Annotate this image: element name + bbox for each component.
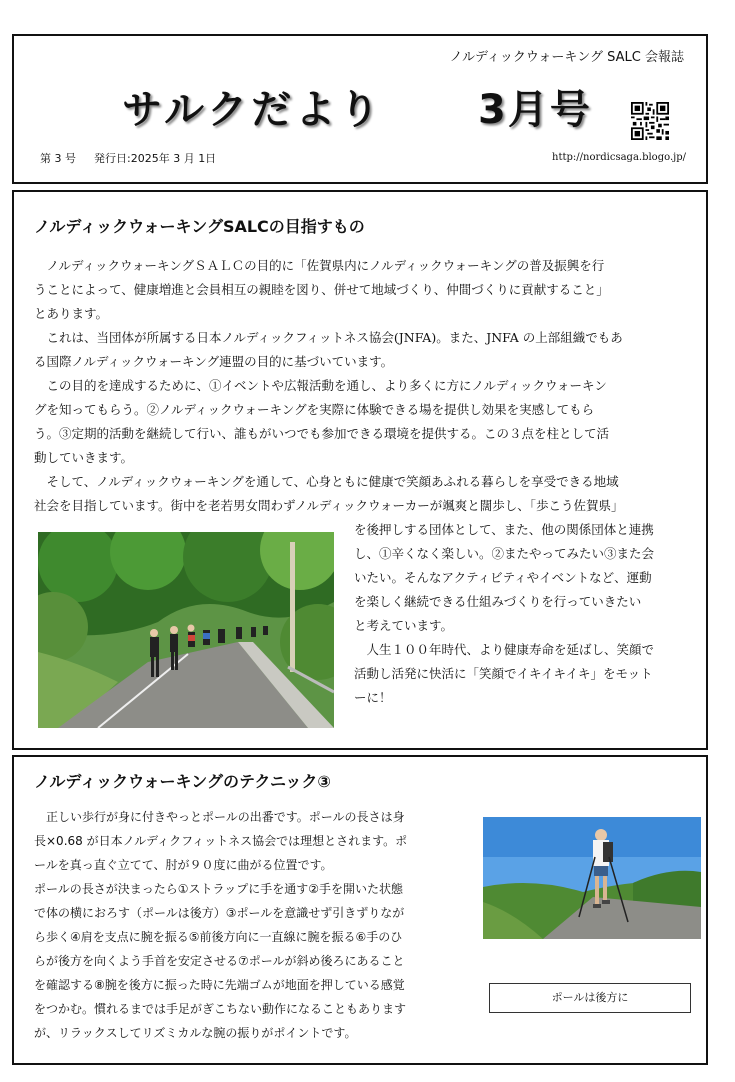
section-technique-title: ノルディックウォーキングのテクニック③ [34,772,331,791]
pole-walking-photo [483,817,701,939]
text-line: うことによって、健康増進と会員相互の親睦を図り、併せて地域づくり、仲間づくりに貢献すること」 [34,282,609,297]
photo-caption: ポールは後方に [489,983,691,1013]
text-line: が、リラックスしてリズミカルな腕の振りがポイントです。 [34,1026,357,1040]
text-line: グを知ってもらう。②ノルディックウォーキングを実際に体験できる場を提供し効果を実感してもら [34,402,595,417]
qr-code-icon [631,102,669,140]
text-line: ールを真っ直ぐ立てて、肘が９０度に曲がる位置です。 [34,858,333,872]
issue-month-title: 3月号 [478,87,592,133]
text-line: る国際ノルディックウォーキング連盟の目的に基づいています。 [34,354,394,369]
text-line: ノルディックウォーキングＳＡＬＣの目的に「佐賀県内にノルディックウォーキングの普及振興を行 [34,258,605,273]
text-line: いたい。そんなアクティビティやイベントなど、運動 [354,570,652,585]
text-line: とあります。 [34,306,109,321]
group-walking-photo [38,532,334,728]
text-line: 正しい歩行が身に付きやっとポールの出番です。ポールの長さは身 [34,810,405,824]
newsletter-title: サルクだより [122,87,384,133]
text-line: ら歩く④肩を支点に腕を振る⑤前後方向に一直線に腕を振る⑥手のひ [34,930,403,944]
technique-paragraph [34,805,407,1045]
text-line: う。③定期的活動を継続して行い、誰もがいつでも参加できる環境を提供する。この３点を柱として活 [34,426,610,441]
text-line: この目的を達成するために、①イベントや広報活動を通し、より多くに方にノルディックウォーキン [34,378,607,393]
text-line: と考えています。 [354,618,454,633]
newsletter-header [12,34,708,184]
section-goals-title: ノルディックウォーキングSALCの目指すもの [34,217,365,236]
text-line: 社会を目指しています。街中を老若男女問わずノルディックウォーカーが颯爽と闊歩し、「歩こう佐賀県」 [34,498,624,513]
text-line: 活動し活発に快活に「笑顔でイキイキイキ」をモット [354,666,653,681]
text-line: らが後方を向くよう手首を安定させる⑦ポールが斜め後ろにあること [34,954,405,968]
text-line: で体の横におろす（ポールは後方）③ポールを意識せず引きずりなが [34,906,405,920]
goals-paragraph-side [354,518,654,710]
text-line: 人生１００年時代、より健康寿命を延ばし、笑顔で [354,642,655,657]
text-line: を確認する⑧腕を後方に振った時に先端ゴムが地面を押している感覚 [34,978,405,992]
newsletter-subtitle: ノルディックウォーキング SALC 会報誌 [449,50,684,65]
section-goals [12,190,708,750]
text-line: そして、ノルディックウォーキングを通して、心身ともに健康で笑顔あふれる暮らしを享受できる地域 [34,474,619,489]
text-line: 動していきます。 [34,450,134,465]
blog-url: http://nordicsaga.blogo.jp/ [552,152,686,163]
text-line: を楽しく継続できる仕組みづくりを行っていきたい [354,594,642,609]
text-line: 長×0.68 が日本ノルディクフィットネス協会では理想とされます。ポ [34,834,408,848]
text-line: し、①辛くなく楽しい。②またやってみたい③また会 [354,546,655,561]
text-line: これは、当団体が所属する日本ノルディックフィットネス協会(JNFA)。また、JNFA の上部組織でもあ [34,330,623,345]
section-technique [12,755,708,1065]
issue-date: 発行日:2025年 3 月 1日 [94,152,217,165]
text-line: を後押しする団体として、また、他の関係団体と連携 [354,522,654,537]
text-line: ーに！ [354,690,392,705]
goals-paragraph [34,254,624,518]
text-line: をつかむ。慣れるまでは手足がぎこちない動作になることもあります [34,1002,407,1016]
text-line: ポールの長さが決まったら①ストラップに手を通す②手を開いた状態 [34,882,404,896]
issue-number: 第 3 号 [40,152,76,165]
